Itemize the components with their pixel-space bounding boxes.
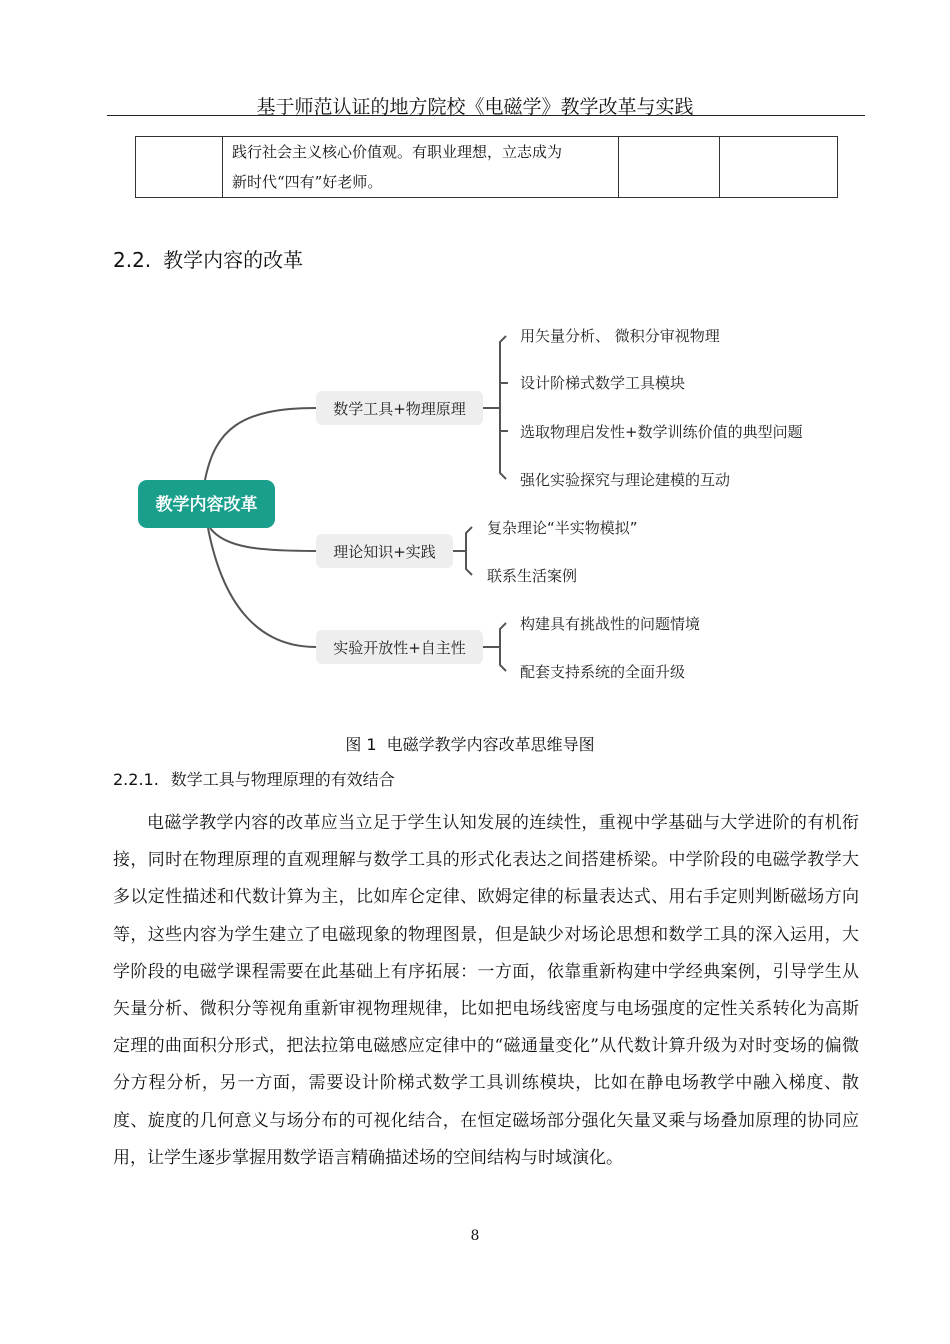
leaf-2-2: 联系生活案例 <box>487 567 578 585</box>
subsection-number: 2.2.1. <box>113 770 159 789</box>
subsection-heading <box>113 767 395 790</box>
figure-caption-text: 电磁学教学内容改革思维导图 <box>386 735 595 754</box>
branch-node-2-label: 理论知识+实践 <box>333 543 436 561</box>
leaf-1-3: 选取物理启发性+数学训练价值的典型问题 <box>520 423 803 441</box>
root-node-label: 教学内容改革 <box>155 495 258 515</box>
leaf-1-2: 设计阶梯式数学工具模块 <box>520 374 686 392</box>
page-number: 8 <box>470 1228 480 1244</box>
table-cell-line-2: 新时代“四有”好老师。 <box>232 173 383 191</box>
leaf-1-1: 用矢量分析、 微积分审视物理 <box>520 327 720 345</box>
running-header: 基于师范认证的地方院校《电磁学》教学改革与实践 <box>256 96 694 118</box>
table-cell-line-1: 践行社会主义核心价值观。有职业理想，立志成为 <box>232 143 563 161</box>
body-paragraph: 电磁学教学内容的改革应当立足于学生认知发展的连续性，重视中学基础与大学进阶的有机衔接，同时在物理原理的直观理解与数学工具的形式化表达之间搭建桥梁。中学阶段的电磁学教学大多以定性描述和代数计算为主，比如库仑定律、欧姆定律的标量表达式、用右手定则判断磁场方向等，这些内容为学生建立了电磁现象的物理图景，但是缺少对场论思想和数学工具的深入运用，大学阶段的电磁学课程需要在此基础上有序拓展：一方面，依靠重新构建中学经典案例，引导学生从矢量分析、微积分等视角重新审视物理规律，比如把电场线密度与电场强度的定性关系转化为高斯定理的曲面积分形式，把法拉第电磁感应定律中的“磁通量变化”从代数计算升级为对时变场的偏微分方程分析，另一方面，需要设计阶梯式数学工具训练模块，比如在静电场教学中融入梯度、散度、旋度的几何意义与场分布的可视化结合，在恒定磁场部分强化矢量叉乘与场叠加原理的协同应用，让学生逐步掌握用数学语言精确描述场的空间结构与时域演化。 <box>113 813 859 1168</box>
branch-node-1-label: 数学工具+物理原理 <box>333 400 466 418</box>
leaf-3-1: 构建具有挑战性的问题情境 <box>520 615 701 633</box>
leaf-1-4: 强化实验探究与理论建模的互动 <box>520 471 731 489</box>
leaf-2-1: 复杂理论“半实物模拟” <box>487 519 638 537</box>
leaf-3-2: 配套支持系统的全面升级 <box>520 663 686 681</box>
section-number: 2.2. <box>113 248 152 272</box>
section-title: 教学内容的改革 <box>163 248 304 272</box>
figure-label: 图 1 <box>345 735 377 754</box>
figure-caption <box>0 732 950 755</box>
subsection-title: 数学工具与物理原理的有效结合 <box>170 770 395 789</box>
branch-node-3-label: 实验开放性+自主性 <box>333 639 466 657</box>
